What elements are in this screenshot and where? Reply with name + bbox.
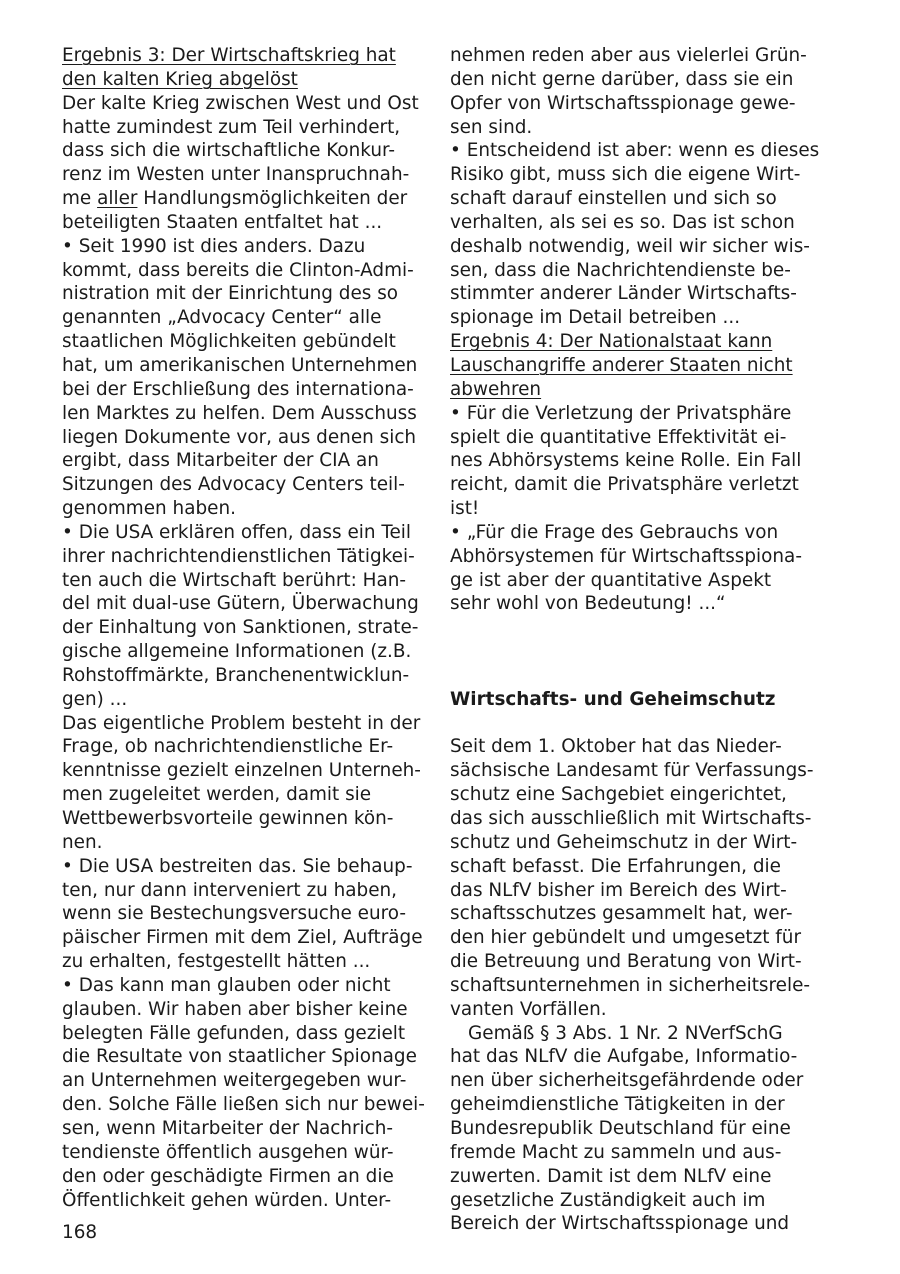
text-line: gen) ...: [62, 688, 128, 710]
heading-ergebnis-3: [62, 44, 424, 92]
text-line: die Resultate von staatlicher Spionage: [62, 1046, 417, 1068]
text-line: reicht, damit die Privatsphäre verletzt: [450, 474, 799, 496]
text-line: len Marktes zu helfen. Dem Ausschuss: [62, 402, 417, 424]
text-line: den oder geschädigte Firmen an die: [62, 1165, 394, 1187]
text-line: das sich ausschließlich mit Wirtschafts-: [450, 808, 812, 829]
text-line: glauben. Wir haben aber bisher keine: [62, 998, 408, 1020]
text-line: • Für die Verletzung der Privatsphäre: [450, 402, 792, 424]
page-number: 168: [62, 1222, 98, 1243]
text-line: schaftsschutzes gesammelt hat, wer-: [450, 903, 793, 925]
text-line: stimmter anderer Länder Wirtschafts-: [450, 283, 797, 305]
text-line-with-emphasis: [62, 187, 424, 211]
text-line: verhalten, als sei es so. Das ist schon: [450, 211, 795, 233]
text-line: genannten „Advocacy Center“ alle: [62, 307, 382, 329]
text-line: nistration mit der Einrichtung des so: [62, 283, 399, 305]
text-line: ten auch die Wirtschaft berührt: Han-: [62, 569, 407, 591]
text-line: Der kalte Krieg zwischen West und Ost: [62, 92, 419, 114]
text-line: nes Abhörsystems keine Rolle. Ein Fall: [450, 450, 802, 472]
text-line: Sitzungen des Advocacy Centers teil-: [62, 474, 405, 496]
text-line: sehr wohl von Bedeutung! ...“: [450, 593, 726, 615]
text-line: vanten Vorfällen.: [450, 998, 607, 1020]
spacer: [450, 640, 812, 664]
text-fragment: me: [62, 188, 98, 210]
text-line: del mit dual-use Gütern, Überwachung: [62, 593, 419, 615]
text-line: Das eigentliche Problem besteht in der: [62, 712, 421, 734]
text-line: ergibt, dass Mitarbeiter der CIA an: [62, 450, 379, 472]
text-line: men zugeleitet werden, damit sie: [62, 784, 372, 806]
text-line: das NLfV bisher im Bereich des Wirt-: [450, 879, 787, 901]
text-line: geheimdienstliche Tätigkeiten in der: [450, 1094, 785, 1116]
spacer: [450, 616, 812, 640]
text-line: zuwerten. Damit ist dem NLfV eine: [450, 1165, 772, 1187]
paragraph-gemaess-paragraph-3: [450, 1022, 812, 1237]
text-line: • Entscheidend ist aber: wenn es dieses: [450, 140, 820, 162]
text-line: deshalb notwendig, weil wir sicher wis-: [450, 235, 810, 257]
heading-line: abwehren: [450, 378, 542, 400]
text-line: Gemäß § 3 Abs. 1 Nr. 2 NVerfSchG: [468, 1022, 783, 1044]
text-line: sen, dass die Nachrichtendienste be-: [450, 259, 791, 281]
text-line: beteiligten Staaten entfaltet hat ...: [62, 211, 383, 233]
text-line: Bereich der Wirtschaftsspionage und: [450, 1213, 790, 1235]
text-line: sen, wenn Mitarbeiter der Nachrich-: [62, 1117, 394, 1139]
text-line: Risiko gibt, muss sich die eigene Wirt-: [450, 164, 801, 186]
text-line: Wettbewerbsvorteile gewinnen kön-: [62, 808, 394, 829]
text-line: dass sich die wirtschaftliche Konkur-: [62, 140, 396, 162]
text-line: genommen haben.: [62, 498, 236, 520]
text-line: Seit dem 1. Oktober hat das Nieder-: [450, 736, 782, 758]
text-line: den nicht gerne darüber, dass sie ein: [450, 68, 794, 90]
heading-line: den kalten Krieg abgelöst: [62, 68, 298, 90]
text-line: spionage im Detail betreiben ...: [450, 307, 741, 329]
section-title: Wirtschafts- und Geheimschutz: [450, 688, 776, 710]
heading-line: Ergebnis 3: Der Wirtschaftskrieg hat: [62, 45, 396, 66]
text-line: päischer Firmen mit dem Ziel, Aufträge: [62, 927, 423, 949]
text-line: • Das kann man glauben oder nicht: [62, 974, 391, 996]
left-column: [62, 44, 424, 1212]
text-line: staatlichen Möglichkeiten gebündelt: [62, 331, 396, 353]
text-line: gische allgemeine Informationen (z.B.: [62, 641, 412, 663]
text-line: hatte zumindest zum Teil verhindert,: [62, 116, 401, 138]
heading-line: Lauschangriffe anderer Staaten nicht: [450, 354, 793, 376]
text-line: den. Solche Fälle ließen sich nur bewei-: [62, 1094, 425, 1116]
text-line: den hier gebündelt und umgesetzt für: [450, 927, 802, 949]
text-line: tendienste öffentlich ausgehen wür-: [62, 1141, 394, 1163]
text-line: wenn sie Bestechungsversuche euro-: [62, 903, 407, 925]
bullet-privatsphaere: [450, 402, 812, 521]
text-line: ten, nur dann interveniert zu haben,: [62, 879, 398, 901]
text-line: hat, um amerikanischen Unternehmen: [62, 354, 418, 376]
text-line: Opfer von Wirtschaftsspionage gewe-: [450, 92, 796, 114]
text-line: der Einhaltung von Sanktionen, strate-: [62, 617, 419, 639]
bullet-glauben: [62, 974, 424, 1212]
text-line: gesetzliche Zuständigkeit auch im: [450, 1189, 766, 1211]
text-line: Rohstoffmärkte, Branchenentwicklun-: [62, 664, 410, 686]
text-line: fremde Macht zu sammeln und aus-: [450, 1141, 782, 1163]
text-line: hat das NLfV die Aufgabe, Informatio-: [450, 1046, 798, 1068]
text-line: belegten Fälle gefunden, dass gezielt: [62, 1022, 406, 1044]
text-line: • Die USA bestreiten das. Sie behaup-: [62, 855, 413, 877]
underlined-word: aller: [97, 188, 138, 210]
text-line: schaft darauf einstellen und sich so: [450, 188, 777, 210]
text-line: schutz und Geheimschutz in der Wirt-: [450, 831, 798, 853]
text-line: schaft befasst. Die Erfahrungen, die: [450, 855, 781, 877]
text-line: ist!: [450, 498, 480, 520]
spacer: [450, 712, 812, 736]
text-line: schaftsunternehmen in sicherheitsrele-: [450, 974, 811, 996]
text-line: Öffentlichkeit gehen würden. Unter-: [62, 1189, 392, 1211]
heading-line: Ergebnis 4: Der Nationalstaat kann: [450, 331, 773, 353]
text-line: bei der Erschließung des internationa-: [62, 378, 414, 400]
text-line: kommt, dass bereits die Clinton-Admi-: [62, 259, 414, 281]
text-line: nehmen reden aber aus vielerlei Grün-: [450, 45, 807, 66]
text-line: die Betreuung und Beratung von Wirt-: [450, 951, 802, 973]
text-line: sen sind.: [450, 116, 533, 138]
right-column: [450, 44, 820, 1236]
bullet-quote-abhoersysteme: [450, 521, 812, 616]
bullet-usa-erklaeren: [62, 521, 424, 712]
text-line: liegen Dokumente vor, aus denen sich: [62, 426, 417, 448]
text-line: nen.: [62, 831, 103, 853]
text-line: ihrer nachrichtendienstlichen Tätigkei-: [62, 545, 415, 567]
paragraph-seit-oktober: [450, 735, 812, 1021]
heading-ergebnis-4: [450, 330, 812, 402]
text-line: spielt die quantitative Effektivität ei-: [450, 426, 787, 448]
text-line: schutz eine Sachgebiet eingerichtet,: [450, 784, 787, 806]
text-line: • Die USA erklären offen, dass ein Teil: [62, 521, 412, 543]
text-line: Frage, ob nachrichtendienstliche Er-: [62, 736, 394, 758]
text-line: sächsische Landesamt für Verfassungs-: [450, 760, 814, 782]
text-line: nen über sicherheitsgefährdende oder: [450, 1070, 804, 1092]
text-line: renz im Westen unter Inanspruchnah-: [62, 164, 410, 186]
text-fragment: Handlungsmöglichkeiten der: [137, 188, 408, 210]
bullet-seit-1990: [62, 235, 424, 521]
text-line: Abhörsystemen für Wirtschaftsspiona-: [450, 545, 802, 567]
paragraph-kalter-krieg: [62, 92, 424, 235]
text-line: ge ist aber der quantitative Aspekt: [450, 569, 772, 591]
text-line: • Seit 1990 ist dies anders. Dazu: [62, 235, 366, 257]
text-line: • „Für die Frage des Gebrauchs von: [450, 521, 779, 543]
text-line: kenntnisse gezielt einzelnen Unterneh-: [62, 760, 421, 782]
paragraph-eigentliches-problem: [62, 712, 424, 855]
bullet-usa-bestreiten: [62, 855, 424, 974]
paragraph-continuation: [450, 44, 812, 139]
text-line: zu erhalten, festgestellt hätten ...: [62, 951, 371, 973]
bullet-entscheidend: [450, 139, 820, 330]
spacer: [450, 664, 812, 688]
text-line: an Unternehmen weitergegeben wur-: [62, 1070, 407, 1092]
text-line: Bundesrepublik Deutschland für eine: [450, 1117, 791, 1139]
